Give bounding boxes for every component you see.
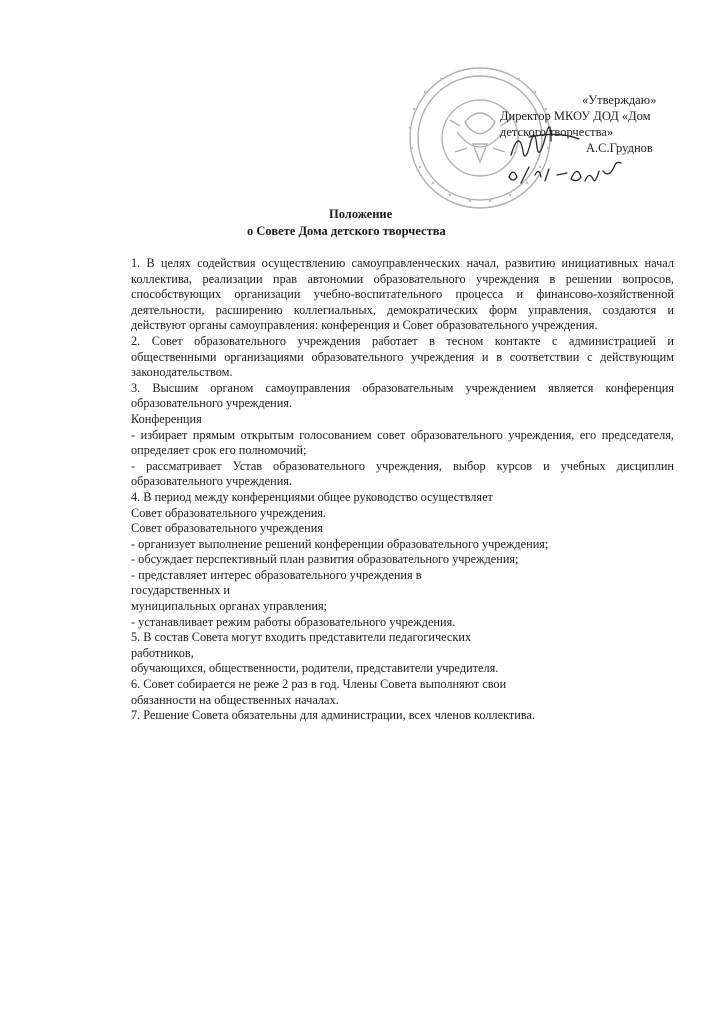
handwritten-signature-date [505,125,635,190]
conference-item-2: - рассматривает Устав образовательного учреждения, выбор курсов и учебных дисциплин образовательного учреждения. [131,458,674,489]
paragraph-5-line-1: 5. В состав Совета могут входить представители педагогических [131,630,472,645]
paragraph-7: 7. Решение Совета обязательны для администрации, всех членов коллектива. [131,708,535,723]
approval-line-organization: детского творчества» [500,125,614,139]
paragraph-4-line-2: Совет образовательного учреждения. [131,505,327,520]
document-body [131,256,674,724]
paragraph-1: 1. В целях содействия осуществлению самоуправленческих начал, развитию инициативных начал коллектива, реализации прав автономии образовательного учреждения в решении вопросов, способствующих организации учебно-воспитательного процесса и финансово-хозяйственной деятельности, расширению коллегиальных, демократических форм управления, создаются и действуют органы самоуправления: конференция и Совет образовательного учреждения. [131,256,674,333]
paragraph-5-line-3: обучающихся, общественности, родители, представители учредителя. [131,661,499,676]
approval-line-signatory: А.С.Груднов [586,141,653,155]
council-item-1: - организует выполнение решений конференции образовательного учреждения; [131,536,549,551]
paragraph-6: 6. Совет собирается не реже 2 раз в год. Члены Совета выполняют свои обязанности на общественных началах. [131,677,507,707]
paragraph-2: 2. Совет образовательного учреждения работает в тесном контакте с администрацией и общественными организациями образовательного учреждения и в соответствии с действующим законодательством. [131,333,674,380]
conference-heading: Конференция [131,411,202,426]
approval-line-position: Директор МКОУ ДОД «Дом [500,109,651,123]
council-item-4: - устанавливает режим работы образовательного учреждения. [131,614,456,629]
council-heading: Совет образовательного учреждения [131,521,323,536]
paragraph-4-line-1: 4. В период между конференциями общее руководство осуществляет [131,489,493,504]
paragraph-5-line-2: работников, [131,645,194,660]
council-item-3-line-3: муниципальных органах управления; [131,599,328,614]
conference-item-1: - избирает прямым открытым голосованием совет образовательного учреждения, его председателя, определяет срок его полномочий; [131,427,674,458]
title-line-2: о Совете Дома детского творчества [247,224,446,238]
council-item-3-line-1: - представляет интерес образовательного учреждения в [131,567,422,582]
title-line-1: Положение [329,207,393,221]
council-item-3-line-2: государственных и [131,583,230,598]
paragraph-3: 3. Высшим органом самоуправления образовательным учреждением является конференция образовательного учреждения. [131,380,674,411]
approval-line-approve: «Утверждаю» [582,93,657,107]
council-item-2: - обсуждает перспективный план развития образовательного учреждения; [131,552,519,567]
